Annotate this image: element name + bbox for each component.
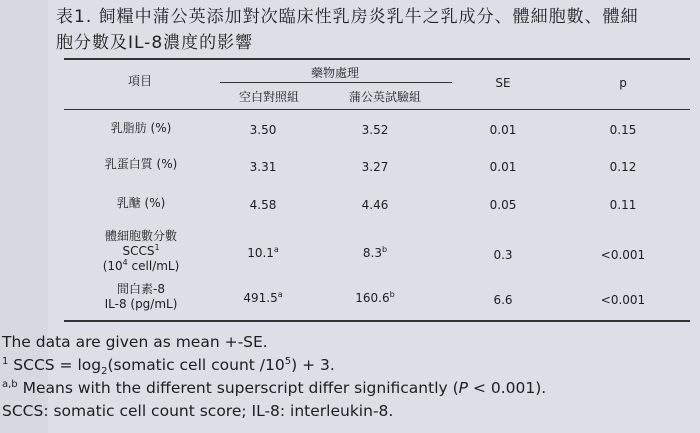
- se-sccs: 0.3: [493, 248, 513, 262]
- trial-sccs-sup: b: [382, 245, 388, 254]
- trial-il8: [340, 291, 410, 305]
- trial-sccs: [340, 246, 410, 260]
- sccs-label-2-text: SCCS: [122, 244, 155, 258]
- il8-label-2: IL-8 (pg/mL): [104, 297, 178, 311]
- note-abbreviations: SCCS: somatic cell count score; IL-8: interleukin-8.: [2, 402, 394, 420]
- trial-sccs-value: 8.3: [362, 246, 382, 260]
- table-title: [56, 4, 696, 56]
- note-sccs-b: (somatic cell count /10: [107, 356, 285, 374]
- sccs-label-1: 體細胞數分數: [104, 229, 177, 243]
- note-sccs-sup2: 5: [284, 355, 292, 367]
- header-p: p: [619, 76, 627, 90]
- header-bottom-rule: [64, 109, 690, 110]
- sccs-label-3-text: (10: [102, 259, 123, 273]
- header-trial: 蒲公英試驗組: [348, 90, 421, 104]
- row-label-il8: [66, 282, 216, 312]
- sccs-label-2-sup: 1: [154, 243, 160, 252]
- note-sig-sup: a,b: [2, 378, 18, 390]
- control-sccs: [228, 246, 298, 260]
- row-label-lactose: 乳醣 (%): [116, 196, 166, 210]
- note-significance: [2, 377, 698, 400]
- title-line-1: 表1. 飼糧中蒲公英添加對次臨床性乳房炎乳牛之乳成分、體細胞數、體細: [56, 7, 639, 27]
- sccs-label-2: [66, 244, 216, 259]
- note-sig-a: Means with the different superscript differ significantly (: [17, 379, 459, 397]
- note-sccs-sup: 1: [2, 355, 9, 367]
- il8-label-1: 間白素-8: [117, 282, 165, 296]
- p-sccs: <0.001: [600, 248, 646, 262]
- header-treatment: 藥物處理: [310, 66, 359, 80]
- p-milk-fat: 0.15: [609, 123, 637, 137]
- note-sig-b: < 0.001).: [468, 379, 547, 397]
- p-lactose: 0.11: [609, 198, 637, 212]
- control-il8-value: 491.5: [243, 291, 278, 305]
- row-label-milk-protein: 乳蛋白質 (%): [104, 157, 178, 171]
- trial-milk-protein: 3.27: [361, 160, 389, 174]
- control-milk-fat: 3.50: [249, 123, 277, 137]
- control-il8: [228, 291, 298, 305]
- header-control: 空白對照組: [238, 90, 299, 104]
- sccs-label-3-end: cell/mL): [127, 259, 180, 273]
- title-line-2: 胞分數及IL-8濃度的影響: [56, 33, 254, 53]
- sccs-label-3: [66, 259, 216, 274]
- control-sccs-sup: a: [273, 245, 279, 254]
- p-milk-protein: 0.12: [609, 160, 637, 174]
- treatment-underline: [220, 82, 452, 83]
- se-lactose: 0.05: [489, 198, 517, 212]
- trial-lactose: 4.46: [361, 198, 389, 212]
- se-milk-fat: 0.01: [489, 123, 517, 137]
- control-milk-protein: 3.31: [249, 160, 277, 174]
- note-sccs-formula: [2, 354, 698, 377]
- se-il8: 6.6: [493, 293, 513, 307]
- se-milk-protein: 0.01: [489, 160, 517, 174]
- row-label-milk-fat: 乳脂肪 (%): [110, 121, 172, 135]
- trial-milk-fat: 3.52: [361, 123, 389, 137]
- sccs-label-3-sup: 4: [122, 258, 128, 267]
- control-il8-sup: a: [277, 290, 283, 299]
- trial-il8-sup: b: [389, 290, 395, 299]
- trial-il8-value: 160.6: [355, 291, 390, 305]
- note-sccs-sub: 2: [101, 366, 108, 378]
- bottom-rule: [64, 320, 690, 322]
- header-item: 項目: [127, 74, 152, 88]
- note-sig-p: P: [458, 379, 469, 397]
- note-sccs-a: SCCS = log: [8, 356, 102, 374]
- control-sccs-value: 10.1: [247, 246, 274, 260]
- table-notes: [2, 331, 698, 423]
- row-label-sccs: [66, 229, 216, 274]
- control-lactose: 4.58: [249, 198, 277, 212]
- note-sccs-c: ) + 3.: [291, 356, 335, 374]
- header-se: SE: [495, 76, 511, 90]
- top-rule: [64, 58, 690, 60]
- note-mean-se: The data are given as mean +-SE.: [2, 333, 268, 351]
- p-il8: <0.001: [600, 293, 646, 307]
